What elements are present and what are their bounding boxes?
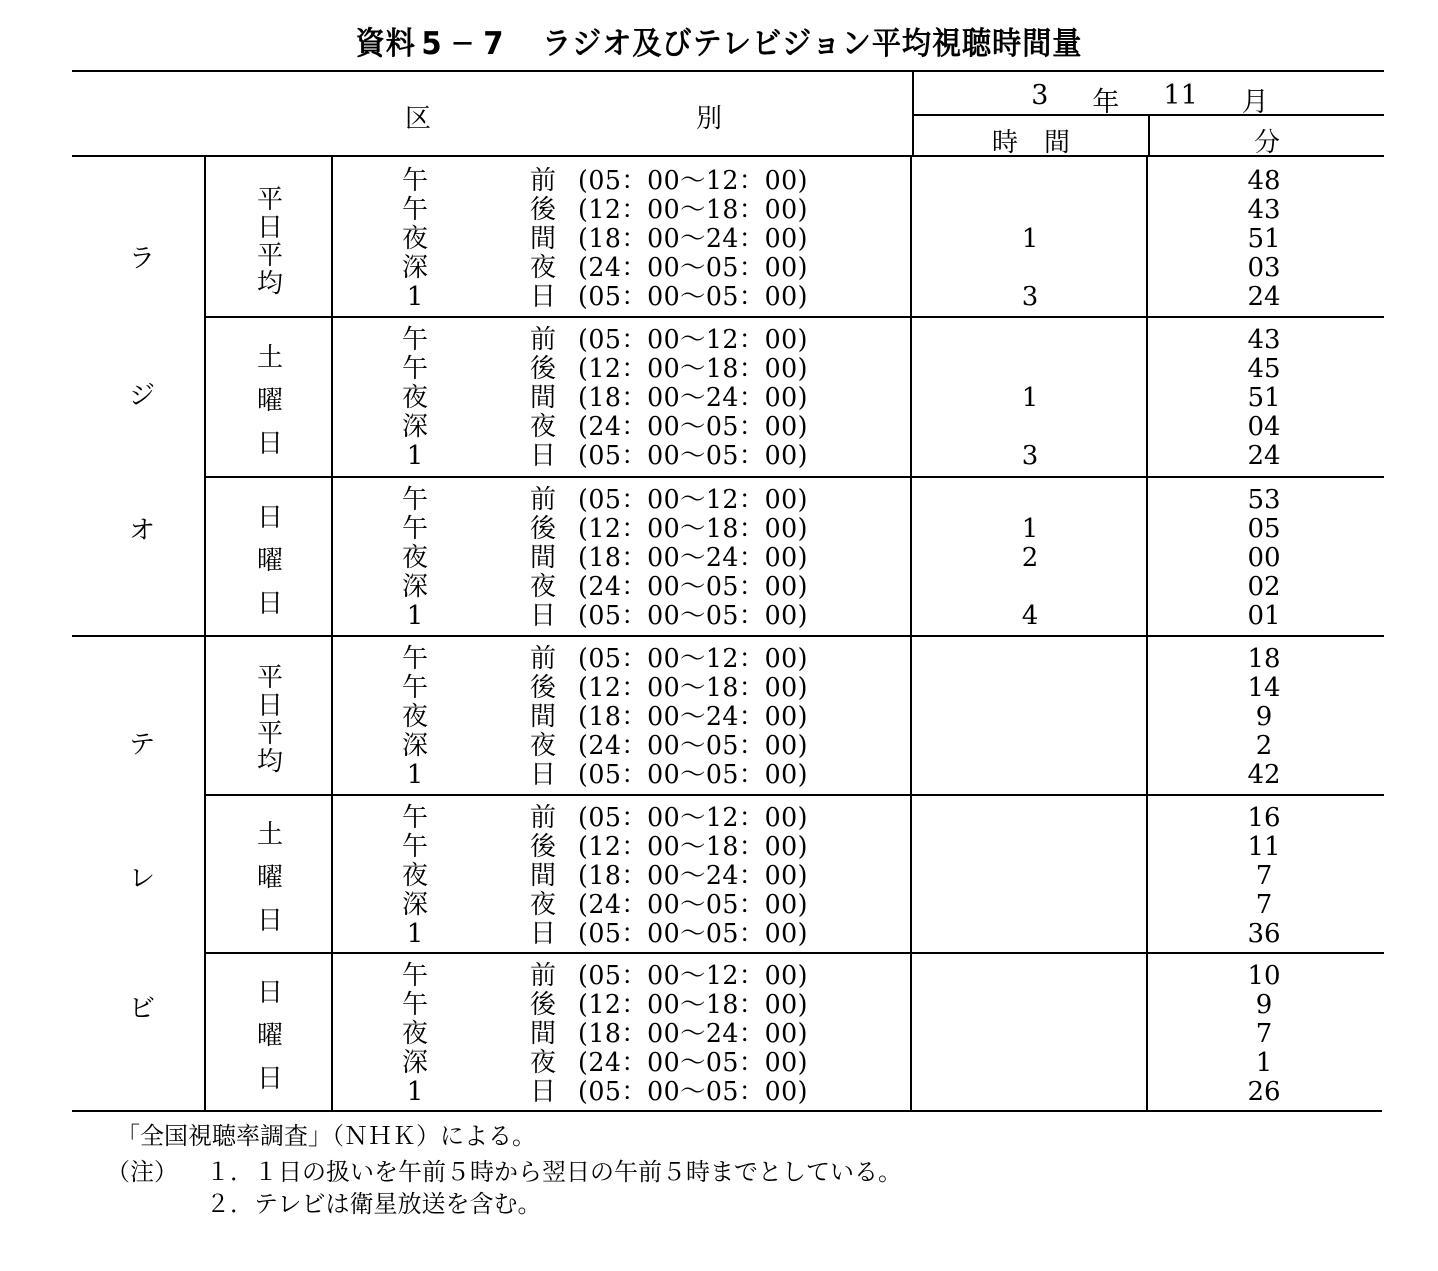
period-name-second: 間 xyxy=(529,383,556,413)
period-name-second: 後 xyxy=(529,832,556,862)
period-range: (05：00〜05：00) xyxy=(578,282,809,312)
period-name-second: 日 xyxy=(529,282,556,312)
period-name-second: 前 xyxy=(529,644,556,674)
subgroup-label: 均 xyxy=(256,268,283,299)
table-row xyxy=(0,167,1438,196)
period-range: (18：00〜24：00) xyxy=(578,383,809,413)
period-name-first: 1 xyxy=(406,601,424,631)
table-row xyxy=(0,413,1438,442)
table-row xyxy=(0,544,1438,573)
period-name-second: 夜 xyxy=(529,731,556,761)
group-separator xyxy=(206,316,1384,318)
table-row xyxy=(0,1020,1438,1049)
minutes-cell: 18 xyxy=(1247,644,1281,674)
subgroup-label: 土 xyxy=(256,820,283,850)
period-range: (24：00〜05：00) xyxy=(578,890,809,920)
table-row xyxy=(0,225,1438,254)
table-row xyxy=(0,1049,1438,1078)
media-label-char: レ xyxy=(128,864,155,894)
minutes-cell: 43 xyxy=(1247,325,1281,355)
period-name-second: 前 xyxy=(529,166,556,196)
hours-cell: 3 xyxy=(1021,441,1039,471)
subgroup-label: 平 xyxy=(256,662,283,693)
minutes-cell: 45 xyxy=(1247,354,1281,384)
period-name-second: 前 xyxy=(529,961,556,991)
minutes-cell: 01 xyxy=(1247,601,1281,631)
period-range: (05：00〜12：00) xyxy=(578,166,809,196)
period-name-second: 後 xyxy=(529,354,556,384)
table-row xyxy=(0,862,1438,891)
period-range: (05：00〜05：00) xyxy=(578,919,809,949)
table-row xyxy=(0,283,1438,312)
table-row xyxy=(0,833,1438,862)
subgroup-label: 平 xyxy=(256,184,283,215)
minutes-cell: 04 xyxy=(1247,412,1281,442)
period-range: (05：00〜05：00) xyxy=(578,1077,809,1107)
minutes-cell: 10 xyxy=(1247,961,1281,991)
title-number: 5 ─ 7 xyxy=(421,26,505,62)
period-name-first: 午 xyxy=(401,354,428,384)
media-label-char: ラ xyxy=(128,244,155,274)
period-name-second: 後 xyxy=(529,990,556,1020)
period-range: (05：00〜12：00) xyxy=(578,485,809,515)
minutes-cell: 7 xyxy=(1255,890,1273,920)
period-range: (24：00〜05：00) xyxy=(578,412,809,442)
subgroup-label: 曜 xyxy=(256,863,283,893)
minutes-cell: 9 xyxy=(1255,702,1273,732)
media-label-char: ジ xyxy=(128,381,155,411)
table-row xyxy=(0,602,1438,631)
period-name-first: 午 xyxy=(401,673,428,703)
period-name-second: 日 xyxy=(529,601,556,631)
period-name-first: 午 xyxy=(401,514,428,544)
period-name-second: 間 xyxy=(529,1019,556,1049)
subgroup-label: 日 xyxy=(256,1064,283,1094)
period-range: (24：00〜05：00) xyxy=(578,572,809,602)
period-range: (24：00〜05：00) xyxy=(578,253,809,283)
header-year-num: 3 xyxy=(1031,80,1049,111)
subgroup-label: 平 xyxy=(256,240,283,271)
period-name-first: 夜 xyxy=(401,1019,428,1049)
title-text: ラジオ及びテレビジョン平均視聴時間量 xyxy=(542,26,1083,62)
period-name-second: 後 xyxy=(529,514,556,544)
period-range: (05：00〜12：00) xyxy=(578,644,809,674)
period-name-first: 1 xyxy=(406,760,424,790)
period-name-second: 夜 xyxy=(529,253,556,283)
period-name-first: 午 xyxy=(401,803,428,833)
period-range: (12：00〜18：00) xyxy=(578,195,809,225)
period-range: (05：00〜12：00) xyxy=(578,961,809,991)
period-name-second: 前 xyxy=(529,803,556,833)
period-range: (12：00〜18：00) xyxy=(578,514,809,544)
header-kubun-2: 別 xyxy=(696,104,723,134)
subgroup-label: 日 xyxy=(256,502,283,533)
period-name-second: 後 xyxy=(529,195,556,225)
table-top-rule xyxy=(72,70,1384,72)
table-row xyxy=(0,1078,1438,1107)
subgroup-label: 土 xyxy=(256,343,283,373)
period-name-first: 深 xyxy=(401,731,428,761)
period-name-first: 夜 xyxy=(401,383,428,413)
group-separator xyxy=(206,794,1384,796)
header-year-unit: 年 xyxy=(1092,87,1120,118)
period-name-first: 午 xyxy=(401,832,428,862)
period-range: (05：00〜05：00) xyxy=(578,601,809,631)
period-name-first: 1 xyxy=(406,1077,424,1107)
period-range: (18：00〜24：00) xyxy=(578,1019,809,1049)
minutes-cell: 16 xyxy=(1247,803,1281,833)
media-label-char: テ xyxy=(128,730,155,760)
period-name-first: 午 xyxy=(401,961,428,991)
period-range: (05：00〜05：00) xyxy=(578,760,809,790)
period-range: (18：00〜24：00) xyxy=(578,861,809,891)
period-name-second: 日 xyxy=(529,760,556,790)
period-range: (05：00〜12：00) xyxy=(578,325,809,355)
table-row xyxy=(0,703,1438,732)
table-row xyxy=(0,674,1438,703)
hours-cell: 1 xyxy=(1021,514,1039,544)
page-title xyxy=(43,18,1395,63)
period-name-second: 日 xyxy=(529,919,556,949)
source-note: 「全国視聴率調査」（ＮＨＫ）による。 xyxy=(116,1122,536,1150)
period-name-first: 午 xyxy=(401,166,428,196)
period-range: (05：00〜12：00) xyxy=(578,803,809,833)
minutes-cell: 36 xyxy=(1247,919,1281,949)
minutes-cell: 51 xyxy=(1247,224,1281,254)
header-hours: 時 間 xyxy=(991,128,1070,158)
minutes-cell: 14 xyxy=(1247,673,1281,703)
subgroup-label: 曜 xyxy=(256,545,283,576)
period-name-second: 間 xyxy=(529,861,556,891)
table-row xyxy=(0,384,1438,413)
period-name-first: 夜 xyxy=(401,543,428,573)
table-row xyxy=(0,196,1438,225)
period-name-first: 深 xyxy=(401,572,428,602)
table-row xyxy=(0,891,1438,920)
period-range: (24：00〜05：00) xyxy=(578,731,809,761)
group-separator xyxy=(206,476,1384,478)
minutes-cell: 00 xyxy=(1247,543,1281,573)
period-range: (05：00〜05：00) xyxy=(578,441,809,471)
subgroup-label: 日 xyxy=(256,906,283,936)
period-name-first: 深 xyxy=(401,253,428,283)
period-name-second: 間 xyxy=(529,224,556,254)
period-name-second: 前 xyxy=(529,325,556,355)
group-separator xyxy=(206,952,1384,954)
group-separator xyxy=(72,635,1384,637)
minutes-cell: 1 xyxy=(1255,1048,1273,1078)
hours-cell: 3 xyxy=(1021,282,1039,312)
minutes-cell: 9 xyxy=(1255,990,1273,1020)
period-name-second: 夜 xyxy=(529,572,556,602)
minutes-cell: 26 xyxy=(1247,1077,1281,1107)
minutes-cell: 51 xyxy=(1247,383,1281,413)
table-row xyxy=(0,645,1438,674)
period-name-second: 間 xyxy=(529,543,556,573)
period-name-second: 夜 xyxy=(529,890,556,920)
period-name-first: 午 xyxy=(401,644,428,674)
header-month-num: 11 xyxy=(1163,80,1198,111)
subgroup-label: 日 xyxy=(256,429,283,459)
table-row xyxy=(0,573,1438,602)
note-prefix: （注） xyxy=(106,1158,178,1186)
table-row xyxy=(0,920,1438,949)
period-name-first: 1 xyxy=(406,441,424,471)
subgroup-label: 日 xyxy=(256,978,283,1008)
period-name-second: 日 xyxy=(529,1077,556,1107)
subgroup-label: 均 xyxy=(256,746,283,777)
period-name-first: 午 xyxy=(401,325,428,355)
period-name-first: 午 xyxy=(401,990,428,1020)
table-row xyxy=(0,326,1438,355)
subgroup-label: 曜 xyxy=(256,1021,283,1051)
hours-cell: 1 xyxy=(1021,383,1039,413)
period-name-first: 午 xyxy=(401,195,428,225)
period-name-first: 深 xyxy=(401,412,428,442)
table-row xyxy=(0,254,1438,283)
period-range: (12：00〜18：00) xyxy=(578,673,809,703)
minutes-cell: 48 xyxy=(1247,166,1281,196)
hours-cell: 4 xyxy=(1021,601,1039,631)
media-label-char: オ xyxy=(128,516,155,546)
period-name-first: 1 xyxy=(406,919,424,949)
table-row xyxy=(0,962,1438,991)
minutes-cell: 24 xyxy=(1247,282,1281,312)
table-row xyxy=(0,442,1438,471)
header-kubun-1: 区 xyxy=(405,104,432,134)
period-name-second: 後 xyxy=(529,673,556,703)
period-range: (24：00〜05：00) xyxy=(578,1048,809,1078)
period-range: (12：00〜18：00) xyxy=(578,832,809,862)
minutes-cell: 24 xyxy=(1247,441,1281,471)
table-row xyxy=(0,991,1438,1020)
minutes-cell: 42 xyxy=(1247,760,1281,790)
title-label: 資料 xyxy=(355,26,416,62)
table-row xyxy=(0,355,1438,384)
minutes-cell: 03 xyxy=(1247,253,1281,283)
period-name-first: 1 xyxy=(406,282,424,312)
header-month-unit: 月 xyxy=(1241,87,1269,118)
subgroup-label: 平 xyxy=(256,718,283,749)
subgroup-label: 曜 xyxy=(256,386,283,416)
minutes-cell: 7 xyxy=(1255,861,1273,891)
period-name-second: 間 xyxy=(529,702,556,732)
subgroup-label: 日 xyxy=(256,588,283,619)
hours-cell: 1 xyxy=(1021,224,1039,254)
hours-cell: 2 xyxy=(1021,543,1039,573)
period-name-second: 日 xyxy=(529,441,556,471)
note-item-2: ２．テレビは衛星放送を含む。 xyxy=(206,1190,542,1218)
period-name-second: 夜 xyxy=(529,412,556,442)
minutes-cell: 02 xyxy=(1247,572,1281,602)
period-name-second: 前 xyxy=(529,485,556,515)
note-item-1: １．１日の扱いを午前５時から翌日の午前５時までとしている。 xyxy=(206,1158,902,1186)
period-name-first: 午 xyxy=(401,485,428,515)
minutes-cell: 2 xyxy=(1255,731,1273,761)
table-bottom-rule xyxy=(72,1110,1382,1112)
header-year-month xyxy=(916,80,1384,119)
subgroup-label: 日 xyxy=(256,690,283,721)
period-range: (12：00〜18：00) xyxy=(578,354,809,384)
table-row xyxy=(0,486,1438,515)
period-name-first: 深 xyxy=(401,1048,428,1078)
minutes-cell: 53 xyxy=(1247,485,1281,515)
minutes-cell: 7 xyxy=(1255,1019,1273,1049)
period-name-first: 夜 xyxy=(401,702,428,732)
period-name-first: 深 xyxy=(401,890,428,920)
period-range: (12：00〜18：00) xyxy=(578,990,809,1020)
media-label-char: ビ xyxy=(128,994,155,1024)
minutes-cell: 05 xyxy=(1247,514,1281,544)
subgroup-label: 日 xyxy=(256,212,283,243)
period-range: (18：00〜24：00) xyxy=(578,702,809,732)
table-row xyxy=(0,515,1438,544)
header-minutes: 分 xyxy=(1253,128,1280,158)
period-name-second: 夜 xyxy=(529,1048,556,1078)
period-range: (18：00〜24：00) xyxy=(578,543,809,573)
table-row xyxy=(0,761,1438,790)
table-row xyxy=(0,804,1438,833)
minutes-cell: 11 xyxy=(1247,832,1281,862)
period-name-first: 夜 xyxy=(401,861,428,891)
period-range: (18：00〜24：00) xyxy=(578,224,809,254)
period-name-first: 夜 xyxy=(401,224,428,254)
minutes-cell: 43 xyxy=(1247,195,1281,225)
table-row xyxy=(0,732,1438,761)
